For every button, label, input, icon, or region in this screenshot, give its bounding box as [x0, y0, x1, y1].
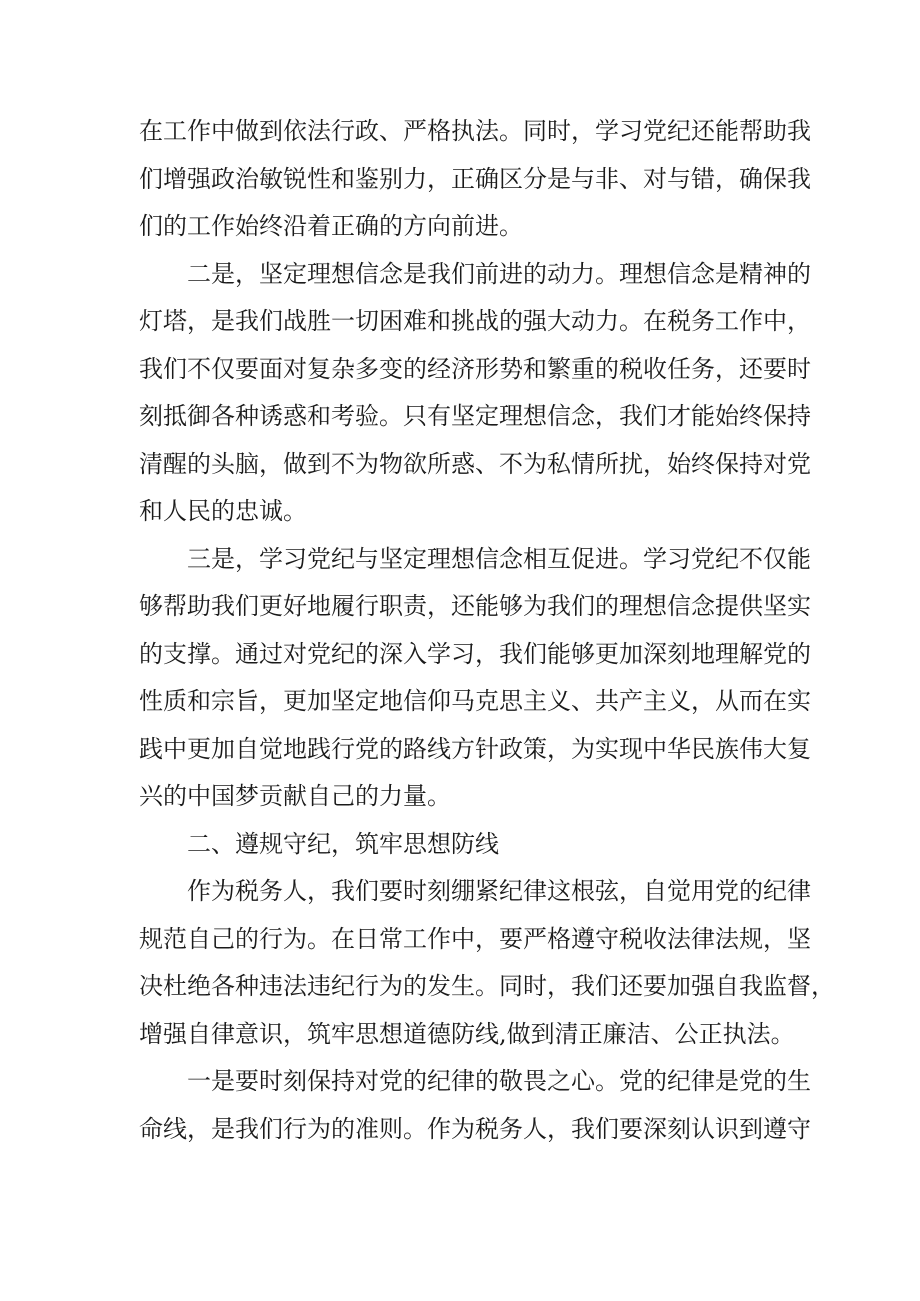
text-line: 们增强政治敏锐性和鉴别力，正确区分是与非、对与错，确保我: [139, 164, 811, 193]
paragraph-first-line: 三是，学习党纪与坚定理想信念相互促进。学习党纪不仅能: [187, 544, 811, 573]
text-line: 性质和宗旨，更加坚定地信仰马克思主义、共产主义，从而在实: [139, 687, 811, 715]
text-line: 刻抵御各种诱惑和考验。只有坚定理想信念，我们才能始终保持: [139, 402, 811, 430]
paragraph-first-line: 作为税务人，我们要时刻绷紧纪律这根弦，自觉用党的纪律: [187, 877, 811, 905]
text-line: 我们不仅要面对复杂多变的经济形势和繁重的税收任务，还要时: [139, 354, 811, 383]
paragraph-first-line: 二是，坚定理想信念是我们前进的动力。理想信念是精神的: [187, 259, 811, 288]
document-body: [139, 108, 835, 1153]
text-line: 决杜绝各种违法违纪行为的发生。同时，我们还要加强自我监督，: [139, 972, 835, 1000]
text-line: 清醒的头脑，做到不为物欲所惑、不为私情所扰，始终保持对党: [139, 449, 811, 478]
section-heading: 二、遵规守纪，筑牢思想防线: [187, 829, 499, 858]
text-line: 兴的中国梦贡献自己的力量。: [139, 782, 451, 810]
text-line: 增强自律意识，筑牢思想道德防线,做到清正廉洁、公正执法。: [139, 1019, 795, 1048]
text-line: 够帮助我们更好地履行职责，还能够为我们的理想信念提供坚实: [139, 592, 811, 620]
paragraph-first-line: 一是要时刻保持对党的纪律的敬畏之心。党的纪律是党的生: [187, 1067, 811, 1095]
text-line: 灯塔，是我们战胜一切困难和挑战的强大动力。在税务工作中，: [139, 307, 811, 335]
text-line: 规范自己的行为。在日常工作中，要严格遵守税收法律法规，坚: [139, 924, 811, 953]
text-line: 的支撑。通过对党纪的深入学习，我们能够更加深刻地理解党的: [139, 639, 811, 668]
text-line: 们的工作始终沿着正确的方向前进。: [139, 212, 523, 240]
text-line: 命线，是我们行为的准则。作为税务人，我们要深刻认识到遵守: [139, 1114, 811, 1143]
text-line: 践中更加自觉地践行党的路线方针政策，为实现中华民族伟大复: [139, 734, 811, 763]
text-line: 和人民的忠诚。: [139, 497, 307, 525]
text-line: 在工作中做到依法行政、严格执法。同时，学习党纪还能帮助我: [139, 117, 811, 145]
